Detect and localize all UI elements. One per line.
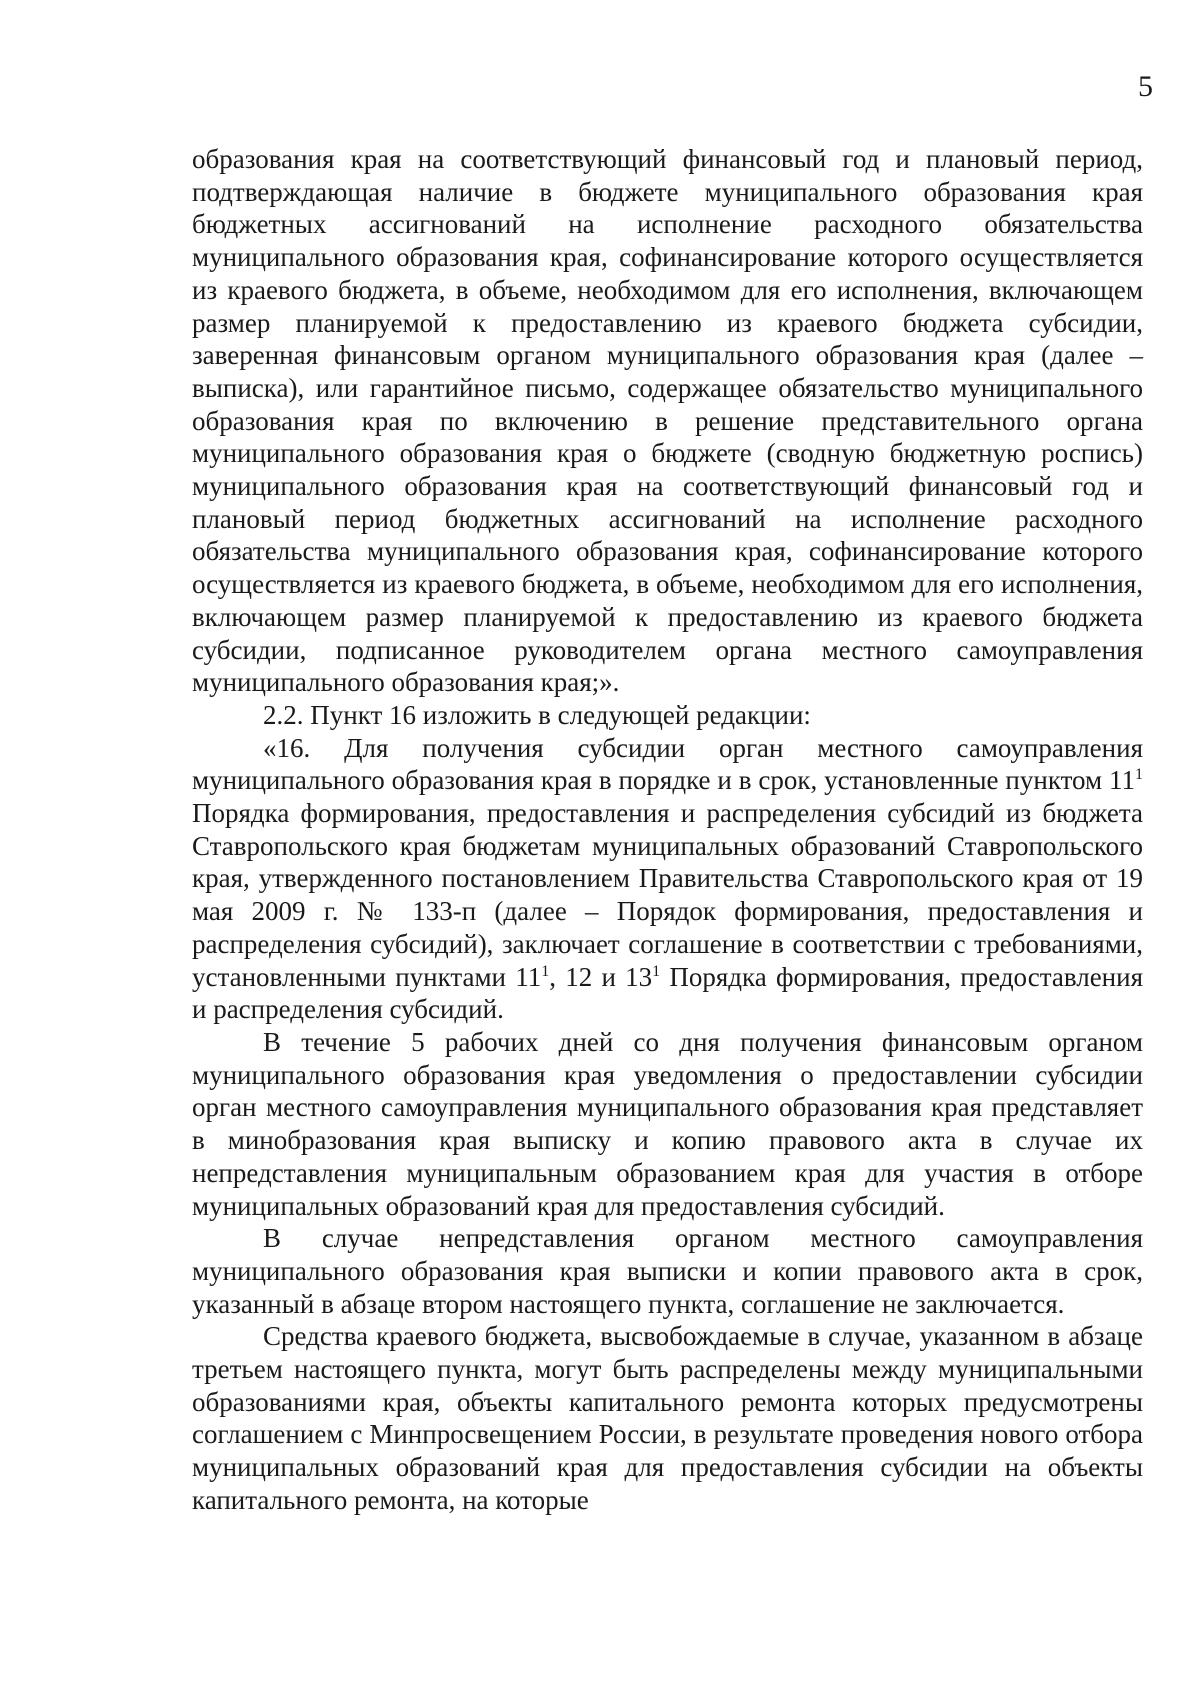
text-run: Порядка формирования, предоставления и распределения субсидий. [192, 961, 1143, 1025]
paragraph-non-submission: В случае непредставления органом местного самоуправления муниципального образования края выписки и копии правового акта в срок, указанный в абзаце втором настоящего пункта, соглашение не заключается. [192, 1223, 1143, 1319]
document-body [192, 143, 1143, 1517]
text-run: , 12 и 13 [549, 961, 653, 992]
text-run: «16. Для получения субсидии орган местного самоуправления муниципального образования края в порядке и в срок, установленные пунктом 11 [192, 732, 1143, 796]
superscript: 1 [652, 962, 661, 980]
superscript: 1 [541, 962, 550, 980]
paragraph-continuation: образования края на соответствующий финансовый год и плановый период, подтверждающая наличие в бюджете муниципального образования края бюджетных ассигнований на исполнение расходного обязательства муниципального образования края, софинансирование которого осуществляется из краевого бюджета, в объеме, необходимом для его исполнения, включающем размер планируемой к предоставлению из краевого бюджета субсидии, заверенная финансовым органом муниципального образования края (далее – выписка), или гарантийное письмо, содержащее обязательство муниципального образования края по включению в решение представительного органа муниципального образования края о бюджете (сводную бюджетную роспись) муниципального образования края на соответствующий финансовый год и плановый период бюджетных ассигнований на исполнение расходного обязательства муниципального образования края, софинансирование которого осуществляется из краевого бюджета, в объеме, необходимом для его исполнения, включающем размер планируемой к предоставлению из краевого бюджета субсидии, подписанное руководителем органа местного самоуправления муниципального образования края;». [192, 144, 1143, 698]
page-number: 5 [1138, 70, 1153, 103]
paragraph-point-16 [192, 732, 1143, 1026]
paragraph-deadline: В течение 5 рабочих дней со дня получения финансовым органом муниципального образования края уведомления о предоставлении субсидии орган местного самоуправления муниципального образования края представляет в минобразования края выписку и копию правового акта в случае их непредставления муниципальным образованием края для участия в отборе муниципальных образований края для предоставления субсидий. [192, 1026, 1143, 1221]
paragraph-funds-distribution: Средства краевого бюджета, высвобождаемые в случае, указанном в абзаце третьем настоящего пункта, могут быть распределены между муниципальными образованиями края, объекты капитального ремонта которых предусмотрены соглашением с Минпросвещением России, в результате проведения нового отбора муниципальных образований края для предоставления субсидии на объекты капитального ремонта, на которые [192, 1321, 1143, 1515]
superscript: 1 [1135, 766, 1143, 784]
paragraph-item-2-2: 2.2. Пункт 16 изложить в следующей редакции: [263, 699, 811, 730]
text-run: Порядка формирования, предоставления и распределения субсидий из бюджета Ставропольского края бюджетам муниципальных образований Ставропольского края, утвержденного постановлением Правительства Ставропольского края от 19 мая 2009 г. № 133-п (далее – Порядок формирования, предоставления и распределения субсидий), заключает соглашение в соответствии с требованиями, установленными пунктами 11 [192, 798, 1143, 992]
